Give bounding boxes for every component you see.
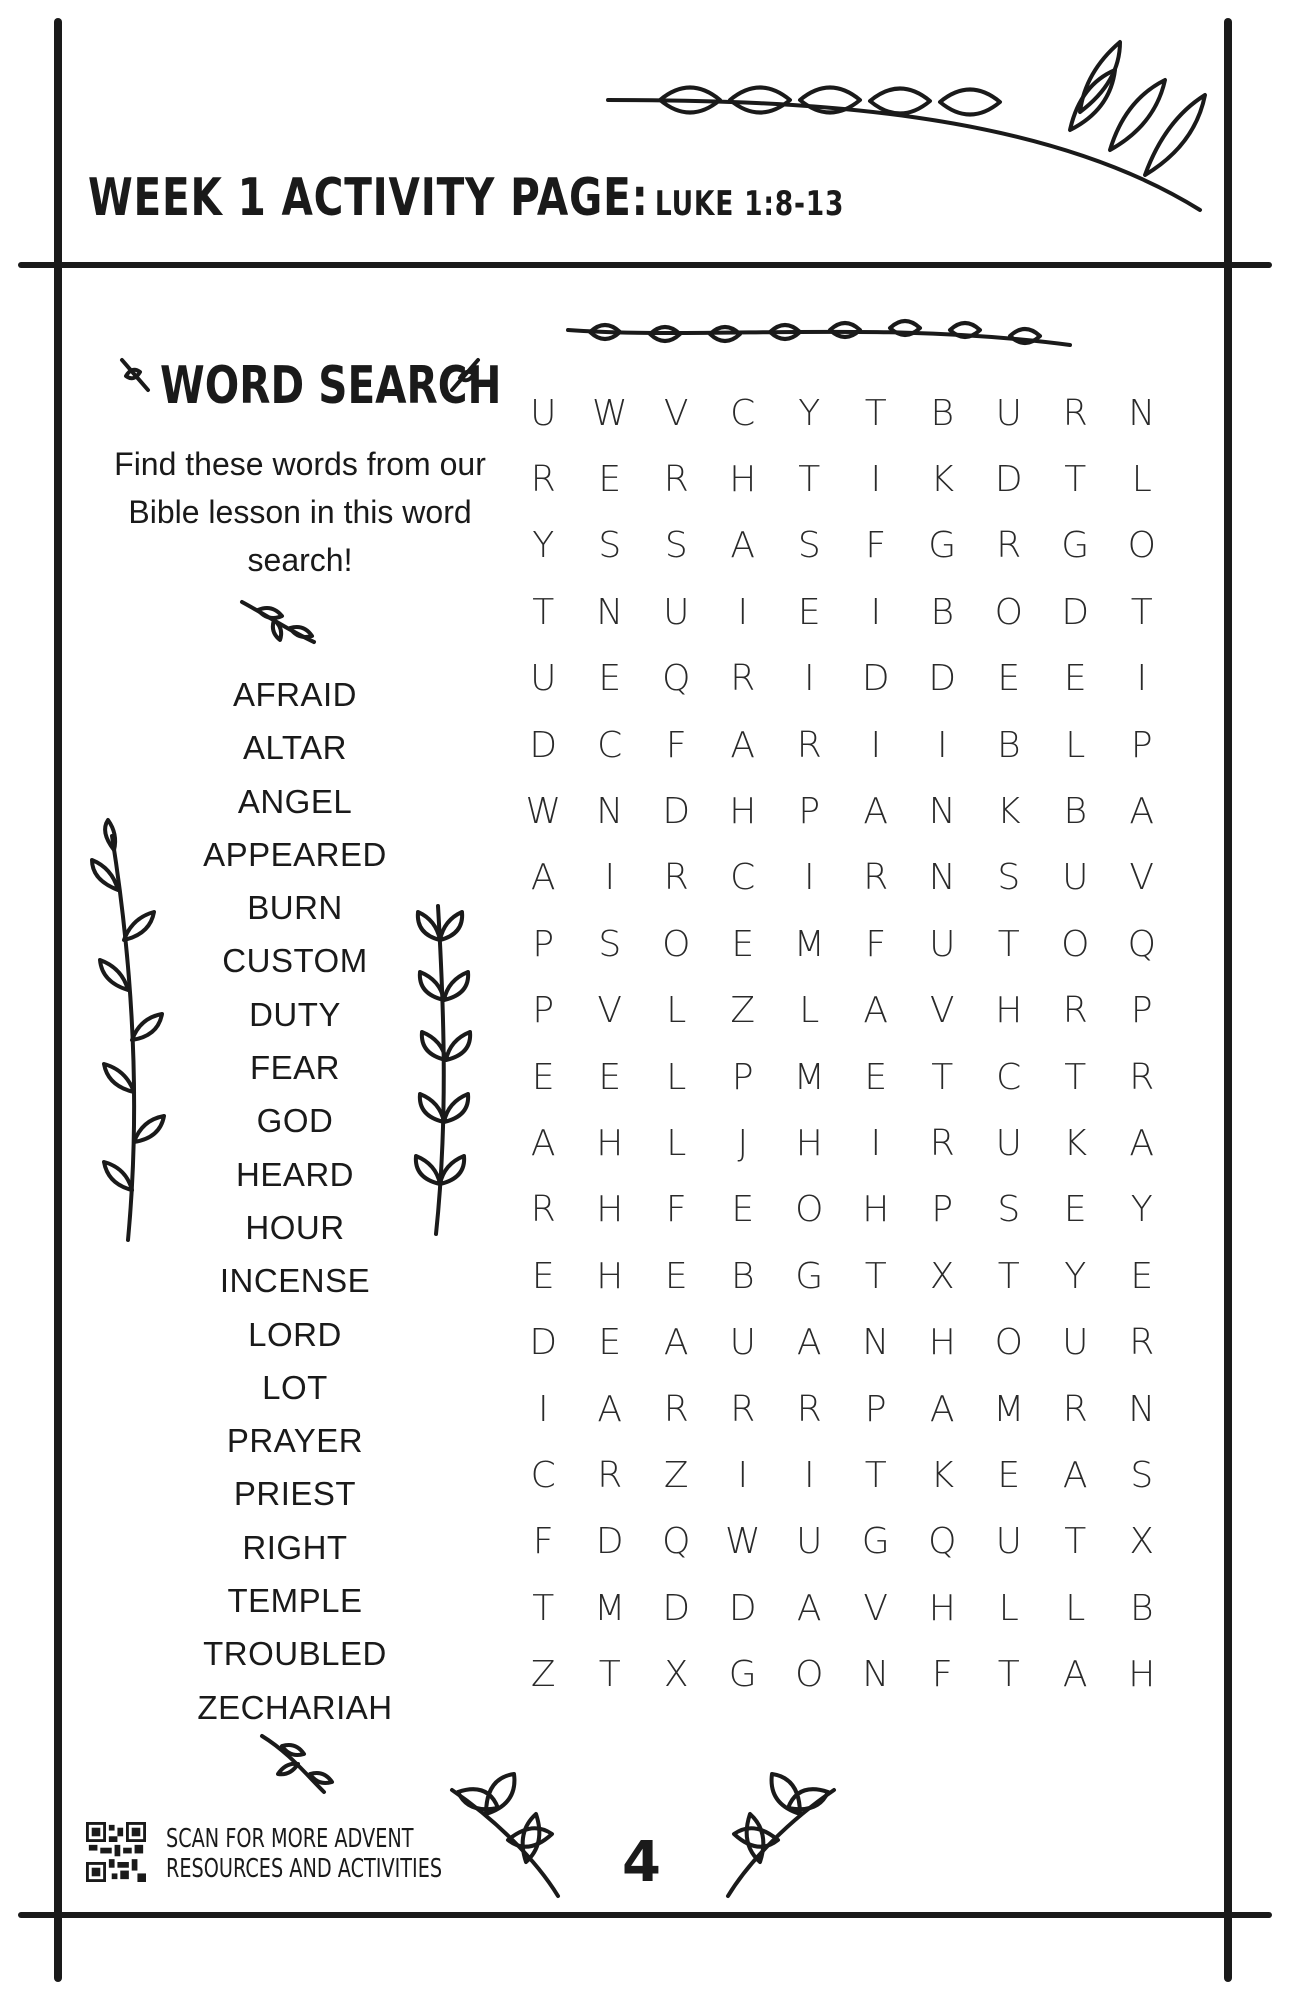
grid-cell[interactable]: U [1062,1322,1089,1364]
grid-cell[interactable]: F [865,525,887,567]
qr-caption-line1: SCAN FOR MORE ADVENT [166,1824,414,1854]
grid-cell[interactable]: F [865,923,887,965]
grid-cell[interactable]: T [997,1255,1020,1297]
word-list-item: CUSTOM [222,942,368,980]
grid-cell[interactable]: T [532,591,555,633]
grid-cell[interactable]: D [662,1587,691,1629]
grid-cell[interactable]: I [537,1388,549,1430]
grid-cell[interactable]: H [729,791,757,833]
grid-cell[interactable]: W [591,392,628,434]
grid-cell[interactable]: R [1129,1056,1155,1098]
grid-cell[interactable]: G [928,525,957,567]
grid-cell[interactable]: T [598,1654,621,1696]
grid-cell[interactable]: I [936,724,948,766]
qr-caption [166,1824,442,1884]
grid-cell[interactable]: T [997,1654,1020,1696]
grid-cell[interactable]: T [532,1587,555,1629]
word-list-item: APPEARED [203,835,387,873]
sprig-icon [238,596,318,646]
grid-cell[interactable]: E [997,658,1021,700]
grid-cell[interactable]: R [996,525,1022,567]
grid-cell[interactable]: W [724,1521,761,1563]
grid-cell[interactable]: O [795,1654,824,1696]
grid-cell[interactable]: B [730,1255,755,1297]
grid-cell[interactable]: P [864,1388,887,1430]
grid-cell[interactable]: R [1062,1388,1088,1430]
grid-cell[interactable]: E [1063,658,1087,700]
grid-cell[interactable]: L [1065,1587,1086,1629]
grid-cell[interactable]: T [798,459,821,501]
grid-cell[interactable]: M [793,1056,825,1098]
grid-cell[interactable]: O [662,923,691,965]
grid-cell[interactable]: V [1129,857,1155,899]
footer-divider [18,1912,1272,1918]
grid-cell[interactable]: C [597,724,623,766]
grid-cell[interactable]: I [803,1454,815,1496]
grid-cell[interactable]: B [1063,791,1088,833]
grid-cell[interactable]: L [1131,459,1152,501]
word-list [170,668,420,1734]
grid-cell[interactable]: K [1063,1122,1088,1164]
grid-cell[interactable]: B [996,724,1021,766]
grid-cell[interactable]: S [664,525,688,567]
page-title-text: WEEK 1 ACTIVITY PAGE: [88,168,649,228]
grid-cell[interactable]: A [663,1322,689,1364]
grid-cell[interactable]: P [532,923,555,965]
grid-cell[interactable]: V [597,990,623,1032]
grid-cell[interactable]: E [997,1454,1021,1496]
grid-cell[interactable]: Z [530,1654,556,1696]
grid-cell[interactable]: S [598,923,622,965]
grid-cell[interactable]: Q [662,658,691,700]
grid-cell[interactable]: Y [1130,1189,1153,1231]
grid-cell[interactable]: C [996,1056,1022,1098]
word-list-item: TEMPLE [227,1582,363,1620]
grid-cell[interactable]: A [929,1388,955,1430]
grid-cell[interactable]: Z [663,1454,689,1496]
grid-cell[interactable]: T [1064,1056,1087,1098]
grid-cell[interactable]: L [666,1056,687,1098]
grid-cell[interactable]: S [598,525,622,567]
grid-cell[interactable]: L [799,990,820,1032]
grid-cell[interactable]: V [663,392,689,434]
grid-cell[interactable]: U [729,1322,756,1364]
grid-cell[interactable]: F [931,1654,953,1696]
leaf-branch-icon [446,1770,566,1900]
grid-cell[interactable]: N [928,857,956,899]
grid-cell[interactable]: T [1130,591,1153,633]
grid-cell[interactable]: O [1127,525,1156,567]
grid-cell[interactable]: O [1061,923,1090,965]
grid-cell[interactable]: S [797,525,821,567]
header-divider [18,262,1272,268]
grid-cell[interactable]: I [737,1454,749,1496]
grid-cell[interactable]: I [870,591,882,633]
grid-cell[interactable]: I [803,658,815,700]
grid-cell[interactable]: H [596,1189,624,1231]
grid-cell[interactable]: A [796,1322,822,1364]
word-list-item: FEAR [249,1049,340,1087]
grid-cell[interactable]: P [1130,990,1153,1032]
grid-cell[interactable]: A [530,857,556,899]
grid-cell[interactable]: D [728,1587,757,1629]
grid-cell[interactable]: U [1062,857,1089,899]
grid-cell[interactable]: H [862,1189,890,1231]
word-list-item: HOUR [245,1208,345,1246]
grid-cell[interactable]: R [663,459,689,501]
grid-cell[interactable]: A [1129,1122,1155,1164]
grid-cell[interactable]: R [530,459,556,501]
grid-cell[interactable]: S [1130,1454,1154,1496]
grid-cell[interactable]: X [1129,1521,1155,1563]
grid-cell[interactable]: J [737,1122,749,1164]
qr-code-icon[interactable] [86,1822,146,1882]
grid-cell[interactable]: R [863,857,889,899]
scripture-reference: LUKE 1:8-13 [654,184,845,224]
grid-cell[interactable]: E [1130,1255,1154,1297]
grid-cell[interactable]: W [525,791,562,833]
grid-cell[interactable]: E [797,591,821,633]
grid-cell[interactable]: F [665,1189,687,1231]
frame-left-line [54,18,62,1982]
grid-cell[interactable]: R [530,1189,556,1231]
grid-cell[interactable]: I [737,591,749,633]
grid-cell[interactable]: R [796,1388,822,1430]
grid-cell[interactable]: A [1062,1454,1088,1496]
grid-cell[interactable]: E [598,1322,622,1364]
grid-cell[interactable]: D [529,1322,558,1364]
grid-cell[interactable]: P [798,791,821,833]
grid-cell[interactable]: V [863,1587,889,1629]
grid-cell[interactable]: N [596,591,624,633]
grid-cell[interactable]: G [1061,525,1090,567]
grid-cell[interactable]: R [597,1454,623,1496]
grid-cell[interactable]: R [1129,1322,1155,1364]
leaf-branch-icon [400,900,490,1240]
word-search-heading: WORD SEARCH [160,356,502,416]
word-list-item: ALTAR [243,729,347,767]
grid-cell[interactable]: U [995,1521,1022,1563]
grid-cell[interactable]: H [596,1122,624,1164]
grid-cell[interactable]: E [531,1255,555,1297]
word-list-item: LORD [248,1315,342,1353]
grid-cell[interactable]: I [870,459,882,501]
grid-cell[interactable]: L [666,1122,687,1164]
grid-cell[interactable]: U [796,1521,823,1563]
grid-cell[interactable]: T [1064,459,1087,501]
word-list-item: GOD [256,1102,334,1140]
grid-cell[interactable]: D [662,791,691,833]
word-list-item: ZECHARIAH [197,1688,393,1726]
grid-cell[interactable]: A [796,1587,822,1629]
grid-cell[interactable]: P [931,1189,954,1231]
grid-cell[interactable]: L [1065,724,1086,766]
grid-cell[interactable]: A [530,1122,556,1164]
grid-cell[interactable]: E [731,1189,755,1231]
grid-cell[interactable]: C [730,857,756,899]
grid-cell[interactable]: U [995,1122,1022,1164]
grid-cell[interactable]: Y [532,525,555,567]
grid-cell[interactable]: N [862,1322,890,1364]
grid-cell[interactable]: P [1130,724,1153,766]
grid-cell[interactable]: T [864,1454,887,1496]
grid-cell[interactable]: H [729,459,757,501]
word-list-item: INCENSE [219,1262,371,1300]
grid-cell[interactable]: E [731,923,755,965]
grid-cell[interactable]: L [666,990,687,1032]
grid-cell[interactable]: G [861,1521,890,1563]
grid-cell[interactable]: E [598,1056,622,1098]
grid-cell[interactable]: Z [730,990,756,1032]
grid-cell[interactable]: Q [662,1521,691,1563]
grid-cell[interactable]: K [996,791,1021,833]
grid-cell[interactable]: M [594,1587,626,1629]
grid-cell[interactable]: A [1062,1654,1088,1696]
grid-cell[interactable]: O [994,1322,1023,1364]
word-search-instructions: Find these words from our Bible lesson in this word search! [114,446,486,578]
grid-cell[interactable]: T [864,1255,887,1297]
grid-cell[interactable]: T [931,1056,954,1098]
grid-cell[interactable]: I [870,724,882,766]
grid-cell[interactable]: V [929,990,955,1032]
grid-cell[interactable]: T [864,392,887,434]
grid-cell[interactable]: Q [1127,923,1156,965]
word-search-grid [510,380,1175,1708]
grid-cell[interactable]: M [793,923,825,965]
word-list-item: AFRAID [232,676,357,713]
leaf-branch-icon [600,20,1210,220]
grid-cell[interactable]: D [861,658,890,700]
grid-cell[interactable]: R [796,724,822,766]
word-list-item: TROUBLED [203,1635,387,1673]
word-list-item: RIGHT [242,1528,348,1566]
grid-cell[interactable]: D [1061,591,1090,633]
grid-cell[interactable]: C [730,392,756,434]
grid-cell[interactable]: P [532,990,555,1032]
page-number: 4 [622,1830,661,1895]
grid-cell[interactable]: L [998,1587,1019,1629]
grid-cell[interactable]: N [862,1654,890,1696]
grid-cell[interactable]: P [731,1056,754,1098]
grid-cell[interactable]: E [598,658,622,700]
grid-cell[interactable]: I [1136,658,1148,700]
grid-cell[interactable]: Y [1064,1255,1087,1297]
grid-cell[interactable]: G [728,1654,757,1696]
grid-cell[interactable]: N [928,791,956,833]
leaf-branch-icon [80,830,170,1250]
grid-cell[interactable]: Q [928,1521,957,1563]
frame-right-line [1224,18,1232,1982]
sprig-icon [118,356,154,396]
grid-cell[interactable]: H [596,1255,624,1297]
leaf-branch-icon [560,300,1080,360]
grid-cell[interactable]: O [994,591,1023,633]
word-list-item: BURN [247,889,343,927]
grid-cell[interactable]: U [530,658,557,700]
grid-cell[interactable]: H [995,990,1023,1032]
grid-cell[interactable]: K [930,1454,955,1496]
grid-cell[interactable]: H [928,1322,956,1364]
grid-cell[interactable]: S [997,857,1021,899]
grid-cell[interactable]: A [1129,791,1155,833]
grid-cell[interactable]: U [663,591,690,633]
grid-cell[interactable]: H [928,1587,956,1629]
grid-cell[interactable]: A [597,1388,623,1430]
grid-cell[interactable]: I [870,1122,882,1164]
grid-cell[interactable]: X [929,1255,955,1297]
grid-cell[interactable]: U [995,392,1022,434]
sprig-icon [446,356,482,396]
grid-cell[interactable]: K [930,459,955,501]
grid-cell[interactable]: R [730,658,756,700]
word-list-item: PRAYER [226,1422,364,1460]
grid-cell[interactable]: T [997,923,1020,965]
word-list-item: ANGEL [237,782,353,820]
qr-caption-line2: RESOURCES AND ACTIVITIES [166,1854,443,1884]
grid-cell[interactable]: H [1128,1654,1156,1696]
grid-cell[interactable]: D [994,459,1023,501]
grid-cell[interactable]: E [598,459,622,501]
grid-cell[interactable]: C [530,1454,556,1496]
grid-cell[interactable]: A [730,525,756,567]
grid-cell[interactable]: A [730,724,756,766]
grid-cell[interactable]: D [595,1521,624,1563]
grid-cell[interactable]: B [1129,1587,1154,1629]
grid-cell[interactable]: Y [798,392,821,434]
grid-cell[interactable]: I [604,857,616,899]
grid-cell[interactable]: R [730,1388,756,1430]
grid-cell[interactable]: D [928,658,957,700]
grid-cell[interactable]: U [929,923,956,965]
grid-cell[interactable]: U [530,392,557,434]
grid-cell[interactable]: S [997,1189,1021,1231]
grid-cell[interactable]: R [929,1122,955,1164]
grid-cell[interactable]: M [993,1388,1025,1430]
grid-cell[interactable]: I [803,857,815,899]
grid-cell[interactable]: E [664,1255,688,1297]
grid-cell[interactable]: X [663,1654,689,1696]
grid-cell[interactable]: N [1128,392,1156,434]
grid-cell[interactable]: A [863,791,889,833]
grid-cell[interactable]: O [795,1189,824,1231]
grid-cell[interactable]: R [1062,392,1088,434]
grid-cell[interactable]: T [1064,1521,1087,1563]
grid-cell[interactable]: R [663,1388,689,1430]
grid-cell[interactable]: B [930,591,955,633]
word-list-item: LOT [262,1368,328,1406]
grid-cell[interactable]: E [864,1056,888,1098]
grid-cell[interactable]: A [863,990,889,1032]
grid-cell[interactable]: B [930,392,955,434]
grid-cell[interactable]: H [795,1122,823,1164]
grid-cell[interactable]: R [1062,990,1088,1032]
word-list-item: HEARD [235,1155,355,1193]
grid-cell[interactable]: F [532,1521,554,1563]
grid-cell[interactable]: D [529,724,558,766]
leaf-branch-icon [720,1770,840,1900]
grid-cell[interactable]: N [596,791,624,833]
word-list-item: PRIEST [233,1475,357,1513]
word-list-item: DUTY [249,995,341,1033]
grid-cell[interactable]: N [1128,1388,1156,1430]
grid-cell[interactable]: F [665,724,687,766]
grid-cell[interactable]: G [795,1255,824,1297]
grid-cell[interactable]: E [1063,1189,1087,1231]
grid-cell[interactable]: R [663,857,689,899]
sprig-icon [258,1732,338,1796]
grid-cell[interactable]: E [531,1056,555,1098]
